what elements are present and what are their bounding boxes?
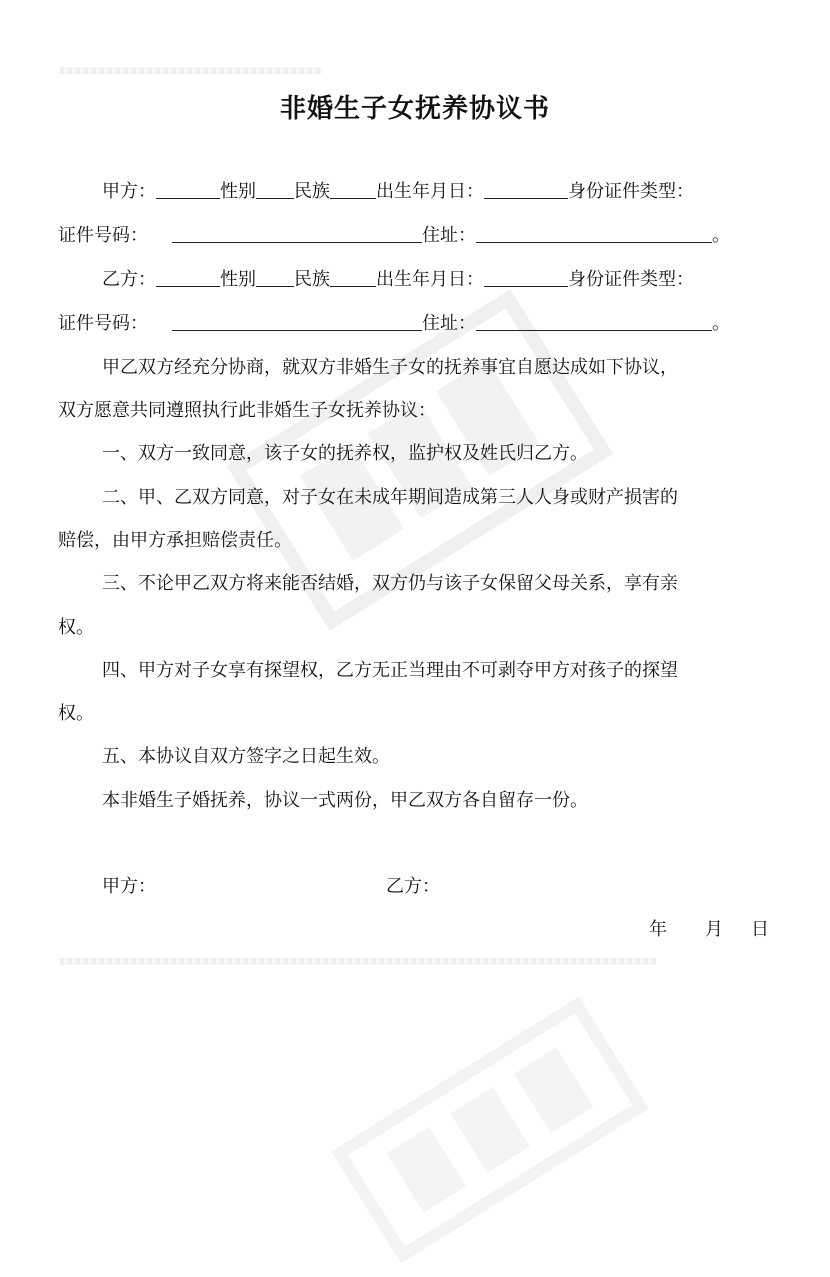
clause-1: 一、双方一致同意，该子女的抚养权，监护权及姓氏归乙方。: [102, 443, 588, 464]
party-b-gender-blank[interactable]: [256, 268, 294, 287]
intro-line-1: 甲乙双方经充分协商，就双方非婚生子女的抚养事宜自愿达成如下协议，: [102, 357, 678, 378]
party-b-gender-label: 性别: [220, 269, 256, 290]
party-a-address-blank[interactable]: [476, 224, 712, 243]
date-year: 年: [649, 919, 667, 940]
party-b-ethnicity-label: 民族: [294, 269, 330, 290]
clause-2-line-2: 赔偿，由甲方承担赔偿责任。: [58, 530, 292, 551]
bottom-divider: [60, 958, 656, 965]
party-b-name-blank[interactable]: [156, 268, 220, 287]
party-a-gender-label: 性别: [220, 181, 256, 202]
party-a-info-line: [58, 178, 774, 206]
party-b-id-number-blank[interactable]: [172, 312, 422, 331]
clause-3-line-1: 三、不论甲乙双方将来能否结婚，双方仍与该子女保留父母关系，享有亲: [102, 573, 678, 594]
watermark-logo-bottom: [320, 983, 659, 1277]
signature-party-a: 甲方：: [102, 876, 156, 897]
party-b-address-blank[interactable]: [476, 312, 712, 331]
party-a-label: 甲方：: [102, 181, 156, 202]
signature-party-b: 乙方：: [386, 876, 440, 897]
party-b-ethnicity-blank[interactable]: [330, 268, 376, 287]
document-title: 非婚生子女抚养协议书: [279, 94, 550, 124]
party-b-birth-blank[interactable]: [484, 268, 568, 287]
clause-4-line-2: 权。: [58, 703, 94, 724]
party-b-id-line: [58, 310, 774, 338]
date-month: 月: [705, 919, 723, 940]
clause-4-line-1: 四、甲方对子女享有探望权，乙方无正当理由不可剥夺甲方对孩子的探望: [102, 660, 678, 681]
party-b-address-label: 住址：: [422, 313, 476, 334]
party-a-id-line: [58, 222, 774, 250]
date-day: 日: [751, 919, 769, 940]
party-a-id-type-label: 身份证件类型：: [568, 181, 694, 202]
party-a-address-label: 住址：: [422, 225, 476, 246]
clause-3-line-2: 权。: [58, 617, 94, 638]
party-b-birth-label: 出生年月日：: [376, 269, 484, 290]
party-a-end: 。: [712, 225, 730, 246]
party-a-birth-blank[interactable]: [484, 180, 568, 199]
intro-line-2: 双方愿意共同遵照执行此非婚生子女抚养协议：: [58, 400, 436, 421]
party-a-ethnicity-blank[interactable]: [330, 180, 376, 199]
party-b-id-number-label: 证件号码：: [58, 313, 148, 334]
clause-5: 五、本协议自双方签字之日起生效。: [102, 746, 390, 767]
party-a-ethnicity-label: 民族: [294, 181, 330, 202]
party-b-id-type-label: 身份证件类型：: [568, 269, 694, 290]
party-b-info-line: [58, 266, 774, 294]
party-b-label: 乙方：: [102, 269, 156, 290]
top-divider: [60, 67, 322, 74]
clause-2-line-1: 二、甲、乙双方同意，对子女在未成年期间造成第三人人身或财产损害的: [102, 487, 678, 508]
party-a-gender-blank[interactable]: [256, 180, 294, 199]
party-b-end: 。: [712, 313, 730, 334]
party-a-birth-label: 出生年月日：: [376, 181, 484, 202]
party-a-id-number-blank[interactable]: [172, 224, 422, 243]
party-a-name-blank[interactable]: [156, 180, 220, 199]
party-a-id-number-label: 证件号码：: [58, 225, 148, 246]
closing-statement: 本非婚生子婚抚养，协议一式两份，甲乙双方各自留存一份。: [102, 790, 588, 811]
